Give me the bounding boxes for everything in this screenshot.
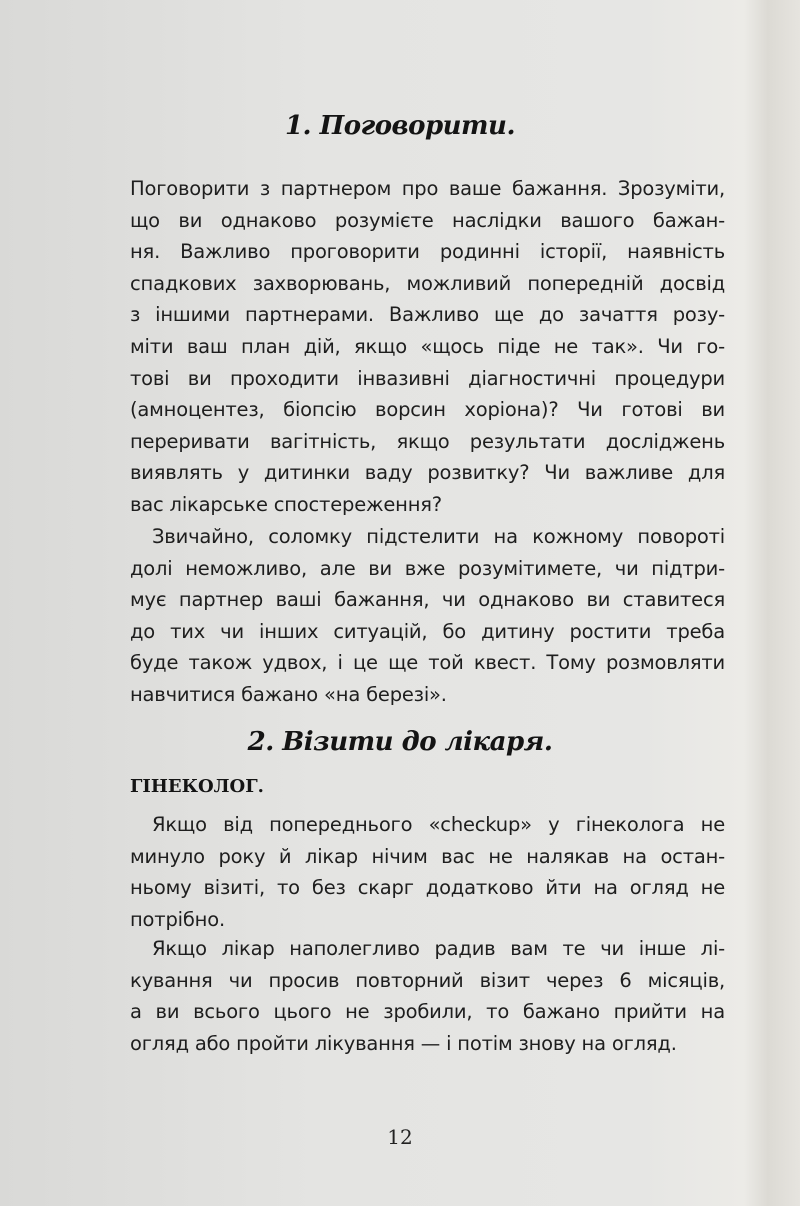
- text-line: буде також удвох, і це ще той квест. Тому розмовляти: [130, 651, 725, 675]
- text-line: Звичайно, соломку підстелити на кожному повороті: [152, 525, 725, 548]
- text-line: що ви однаково розумієте наслідки вашого бажан-: [130, 208, 725, 232]
- paragraph-of-course: [130, 521, 725, 711]
- paragraph-checkup: [130, 809, 725, 935]
- text-line: Поговорити з партнером про ваше бажання. Зрозуміти,: [130, 177, 725, 200]
- text-line: навчитися бажано «на березі».: [130, 682, 447, 706]
- section-title-doctor-visits: 2. Візити до лікаря.: [247, 727, 553, 757]
- text-line: огляд або пройти лікування — і потім знову на огляд.: [130, 1031, 677, 1055]
- text-line: міти ваш план дій, якщо «щось піде не так». Чи го-: [130, 334, 725, 358]
- text-line: ньому візиті, то без скарг додатково йти на огляд не: [130, 876, 725, 900]
- text-line: ня. Важливо проговорити родинні історії, наявність: [130, 240, 725, 264]
- text-line: (амноцентез, біопсію ворсин хоріона)? Чи готові ви: [130, 398, 725, 422]
- paragraph-talk-with-partner: [130, 173, 725, 521]
- text-line: кування чи просив повторний візит через 6 місяців,: [130, 968, 725, 992]
- text-line: з іншими партнерами. Важливо ще до зачаття розу-: [130, 303, 725, 327]
- text-line: вас лікарське спостереження?: [130, 492, 442, 516]
- page-number: 12: [387, 1125, 413, 1149]
- text-line: Якщо лікар наполегливо радив вам те чи інше лі-: [152, 937, 725, 960]
- text-line: спадкових захворювань, можливий попередній досвід: [130, 271, 725, 295]
- text-line: минуло року й лікар нічим вас не налякав на остан-: [130, 844, 725, 868]
- text-line: до тих чи інших ситуацій, бо дитину ростити треба: [130, 619, 725, 643]
- paragraph-treatment: [130, 933, 725, 1059]
- text-line: виявлять у дитинки ваду розвитку? Чи важливе для: [130, 461, 725, 485]
- text-line: долі неможливо, але ви вже розумітимете, чи підтри-: [130, 556, 725, 580]
- text-line: мує партнер ваші бажання, чи однаково ви ставитеся: [130, 588, 725, 612]
- text-line: переривати вагітність, якщо результати досліджень: [130, 429, 725, 453]
- text-line: тові ви проходити інвазивні діагностичні процедури: [130, 366, 725, 390]
- text-line: а ви всього цього не зробили, то бажано прийти на: [130, 1000, 725, 1024]
- text-line: Якщо від попереднього «checkup» у гінеколога не: [152, 813, 725, 836]
- section-title-talk: 1. Поговорити.: [284, 111, 516, 141]
- subheading-gynecologist: ГІНЕКОЛОГ.: [130, 776, 264, 797]
- text-line: потрібно.: [130, 907, 225, 931]
